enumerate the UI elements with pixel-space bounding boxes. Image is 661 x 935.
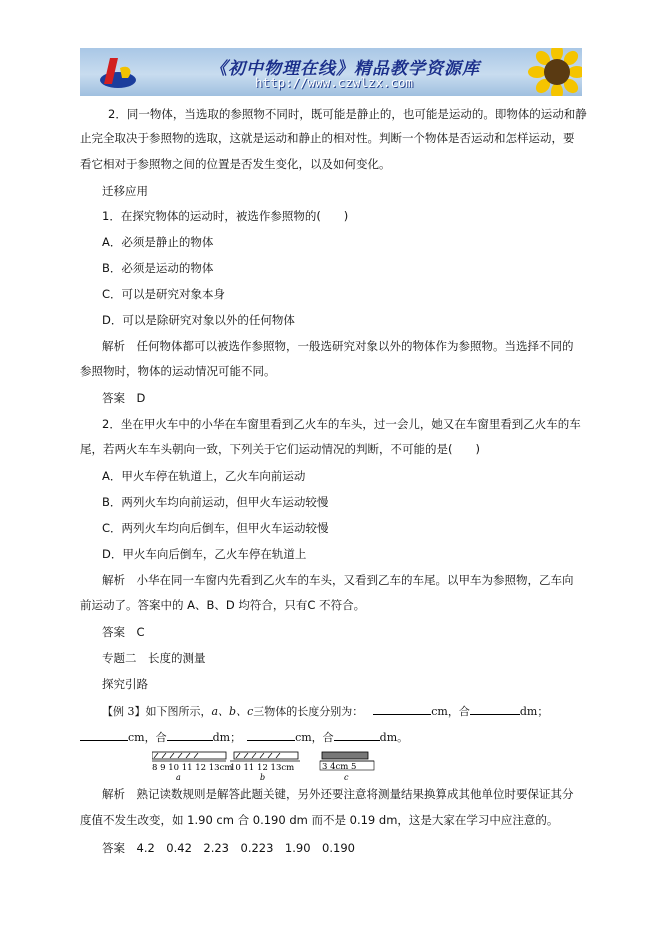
paragraph: 2．同一物体，当选取的参照物不同时，既可能是静止的，也可能是运动的。即物体的运动和静 bbox=[108, 107, 587, 121]
header-url: http://www.czwlzx.com bbox=[255, 75, 414, 90]
unit: dm bbox=[379, 731, 398, 744]
header-banner bbox=[80, 48, 582, 96]
option-d: D．甲火车向后倒车，乙火车停在轨道上 bbox=[102, 547, 307, 561]
question: 2．坐在甲火车中的小华在车窗里看到乙火车的车头，过一会儿，她又在车窗里看到乙火车的车 bbox=[102, 417, 581, 431]
ruler-b-label: b bbox=[260, 773, 266, 782]
question: 1．在探究物体的运动时，被选作参照物的( ) bbox=[102, 209, 349, 223]
section-label: 探究引路 bbox=[102, 677, 148, 691]
analysis: 前运动了。答案中的 A、B、D 均符合，只有C 不符合。 bbox=[80, 598, 366, 612]
ruler-c-label: c bbox=[344, 773, 349, 782]
analysis: 解析 任何物体都可以被选作参照物，一般选研究对象以外的物体作为参照物。当选择不同的 bbox=[102, 339, 574, 353]
ruler-b bbox=[230, 752, 300, 782]
analysis: 参照物时，物体的运动情况可能不同。 bbox=[80, 364, 276, 378]
ruler-figure bbox=[152, 748, 462, 786]
analysis: 解析 小华在同一车窗内先看到乙火车的车头，又看到乙车的车尾。以甲车为参照物，乙车向 bbox=[102, 573, 574, 587]
option-c: C．两列火车均向后倒车，但甲火车运动较慢 bbox=[102, 521, 329, 535]
example-label: 【例 3】如下图所示， bbox=[102, 705, 212, 718]
answer-blank[interactable] bbox=[373, 703, 431, 715]
option-a: A．必须是静止的物体 bbox=[102, 235, 214, 249]
example-text: ； bbox=[230, 731, 242, 744]
logo-icon bbox=[98, 54, 138, 90]
answer: 答案 C bbox=[102, 625, 145, 639]
unit: cm bbox=[431, 705, 448, 718]
option-b: B．两列火车均向前运动，但甲火车运动较慢 bbox=[102, 495, 329, 509]
analysis: 解析 熟记读数规则是解答此题关键，另外还要注意将测量结果换算成其他单位时要保证其分 bbox=[102, 787, 574, 801]
example-text: ，合 bbox=[144, 731, 167, 744]
example-text: 。 bbox=[397, 731, 409, 744]
answer-blank[interactable] bbox=[470, 703, 520, 715]
answer-blank[interactable] bbox=[247, 729, 295, 741]
paragraph: 止完全取决于参照物的选取，这就是运动和静止的相对性。判断一个物体是否运动和怎样运动，要 bbox=[80, 131, 575, 145]
section-label: 迁移应用 bbox=[102, 184, 148, 198]
ruler-c-ticks: 3 4cm 5 bbox=[322, 762, 357, 772]
object-vars: a、b、c bbox=[211, 705, 254, 718]
unit: dm bbox=[519, 705, 538, 718]
unit: cm bbox=[128, 731, 145, 744]
ruler-c bbox=[320, 752, 374, 782]
header-title: 《初中物理在线》精品教学资源库 bbox=[210, 59, 480, 79]
answer-blank[interactable] bbox=[167, 729, 213, 741]
sunflower-icon bbox=[528, 48, 582, 96]
option-c: C．可以是研究对象本身 bbox=[102, 287, 226, 301]
ruler-a-ticks: 8 9 10 11 12 13cm bbox=[152, 763, 233, 773]
paragraph: 看它相对于参照物之间的位置是否发生变化，以及如何变化。 bbox=[80, 157, 391, 171]
ruler-a-label: a bbox=[176, 773, 181, 782]
section-heading: 专题二 长度的测量 bbox=[102, 651, 206, 665]
example-text: ； bbox=[537, 705, 549, 718]
example-text: ，合 bbox=[311, 731, 334, 744]
option-d: D．可以是除研究对象以外的任何物体 bbox=[102, 313, 295, 327]
answer: 答案 D bbox=[102, 391, 146, 405]
answer-blank[interactable] bbox=[80, 729, 128, 741]
example-text: ，合 bbox=[447, 705, 470, 718]
option-a: A．甲火车停在轨道上，乙火车向前运动 bbox=[102, 469, 306, 483]
analysis: 度值不发生改变，如 1.90 cm 合 0.190 dm 而不是 0.19 dm，这是大家在学习中应注意的。 bbox=[80, 813, 559, 827]
unit: dm bbox=[212, 731, 231, 744]
answer-blank[interactable] bbox=[334, 729, 380, 741]
option-b: B．必须是运动的物体 bbox=[102, 261, 214, 275]
unit: cm bbox=[295, 731, 312, 744]
answer: 答案 4.2 0.42 2.23 0.223 1.90 0.190 bbox=[102, 841, 355, 855]
question: 尾，若两火车车头朝向一致，下列关于它们运动情况的判断，不可能的是( ) bbox=[80, 442, 480, 456]
example-3-line2 bbox=[80, 729, 408, 746]
ruler-a bbox=[152, 752, 232, 782]
example-text: 三物体的长度分别为： bbox=[253, 705, 364, 718]
example-3-line1 bbox=[102, 703, 548, 720]
ruler-b-ticks: 10 11 12 13cm bbox=[230, 763, 295, 773]
